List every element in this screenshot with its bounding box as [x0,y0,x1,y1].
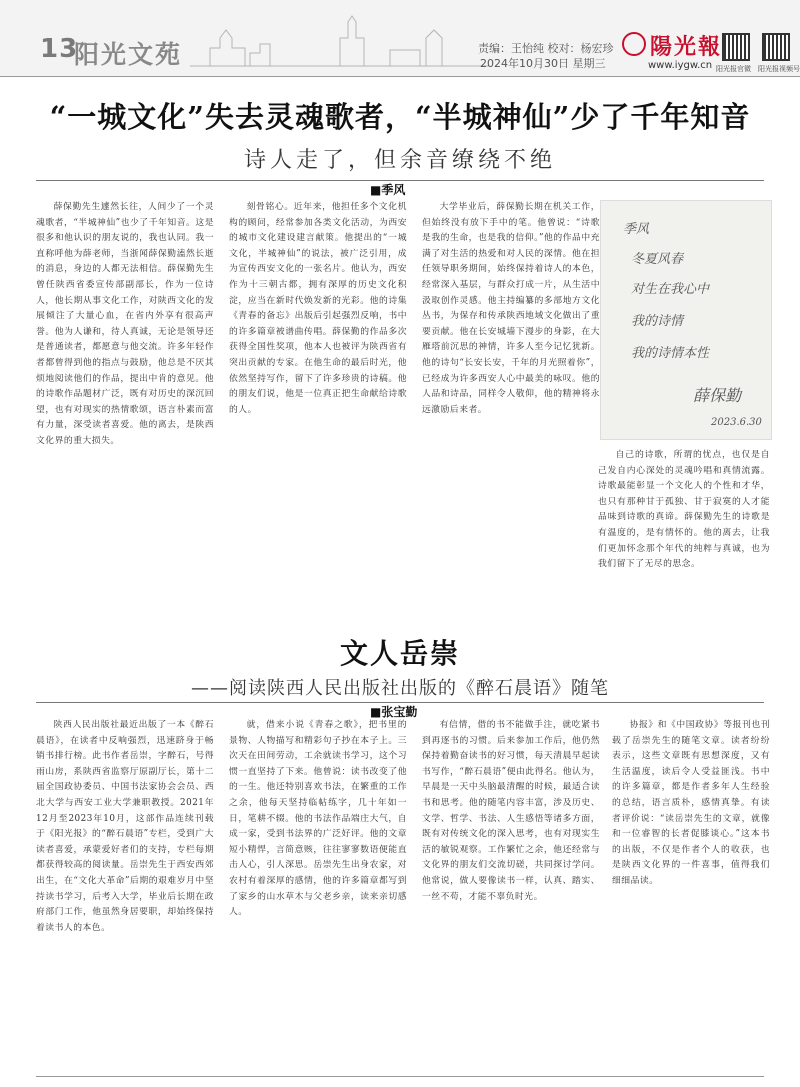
handwriting-line: 冬夏风春 [631,252,684,267]
editor-credits: 责编：王怡纯 校对：杨宏珍 [478,42,614,55]
website-url[interactable]: www.iygw.cn [648,60,713,71]
qr-label: 阳光报视频号 [758,65,800,73]
issue-date: 2024年10月30日 星期三 [480,57,606,70]
qr-label: 阳光报官微 [716,65,751,73]
article-column: 自己的诗歌，所谓的忧点，也仅是自己发自内心深处的灵魂吟唱和真情流露。诗歌最能彰显一个文化人的个性和才华，也只有那种甘于孤独、甘于寂寞的人才能品味到诗歌的真谛。薛保勤先生的诗歌是有温度的，是有情怀的。他的离去，让我们更加怀念那个年代的纯粹与真诚，也为我们留下了无尽的思念。 [598,450,770,570]
signature: 薛保勤 [693,386,742,405]
newspaper-logo: 陽光報 [650,34,723,60]
logo-emblem-icon [622,32,646,56]
qr-code-icon [762,33,790,61]
handwritten-manuscript-photo [600,200,772,440]
skyline-illustration [190,8,490,68]
section-name: 阳光文苑 [74,40,183,69]
article-column: 大学毕业后，薛保勤长期在机关工作，但始终没有放下手中的笔。他曾说：“诗歌是我的生命，也是我的信仰。”他的作品中充满了对生活的热爱和对人民的深情。他在担任领导职务期间，始终保持着诗人的本色，经常深入基层，与群众打成一片，从生活中汲取创作灵感。他主持编纂的多部地方文化丛书，为保存和传承陕西地域文化做出了重要贡献。他在长安城墙下漫步的身影，在大雁塔前沉思的神情，许多人至今记忆犹新。他的诗句“长安长安，千年的月光照着你”，已经成为许多西安人心中最美的咏叹。他的人品和诗品，同样令人敬仰，他的精神将永远激励后来者。 [422,202,600,415]
article-subheadline: 诗人走了，但余音缭绕不绝 [243,148,556,173]
article-byline: ■季风 [366,181,409,198]
handwriting-line: 季风 [623,222,650,237]
article-column: 协报》和《中国政协》等报刊也刊载了岳崇先生的随笔文章。读者纷纷表示，这些文章既有思想深度，又有生活温度，读后令人受益匪浅。书中的许多篇章，都是作者多年人生经验的总结，语言质朴，感情真挚。有读者评价说：“读岳崇先生的文章，就像和一位睿智的长者促膝谈心。”这本书的出版，不仅是作者个人的收获，也是陕西文化界的一件喜事，值得我们细细品读。 [612,720,770,886]
article-subheadline: ——阅读陕西人民出版社出版的《醉石晨语》随笔 [191,678,609,699]
article-column: 就，借来小说《青春之歌》，把书里的景物、人物描写和精彩句子抄在本子上。三次天在田间劳动，工余就读书学习，这个习惯一直坚持了下来。他曾说：读书改变了他的一生。他还特别喜欢书法，在繁重的工作之余，他每天坚持临帖练字，几十年如一日，笔耕不辍。他的书法作品端庄大气，自成一家，受到书法界的广泛好评。他的文章短小精悍，言简意赅，往往寥寥数语便能直击人心，引人深思。岳崇先生出身农家，对农村有着深厚的感情，他的许多篇章都写到了家乡的山水草木与父老乡亲，读来亲切感人。 [229,720,407,918]
article-column: 陕西人民出版社最近出版了一本《醉石晨语》，在读者中反响强烈，迅速跻身于畅销书排行榜。此书作者岳崇，字醉石，号得雨山房，系陕西省监察厅原副厅长，第十二届全国政协委员、中国书法家协会会员、西北大学与西安工业大学兼职教授。2021年12月至2023年10月，这部作品连续刊载于《阳光报》的“醉石晨语”专栏，受到广大读者喜爱，承蒙爱好者们的支持，专栏每期都获得较高的阅读量。岳崇先生于西安西郊出生，在“文化大革命”后期的艰难岁月中坚持读书学习，后考入大学，毕业后长期在政府部门工作，他虽然身居要职，却始终保持着读书人的本色。 [36,720,214,933]
handwriting-line: 我的诗情本性 [631,346,710,361]
page-number: 13 [40,34,79,64]
handwriting-line: 对生在我心中 [631,282,710,297]
article-headline: 文人岳崇 [339,637,460,670]
article-column: 有信情，借的书不能做手注，就吃紧书到再逐书的习惯。后来参加工作后，他仍然保持着勤奋读书的好习惯，每天清晨早起读书写作，“醉石晨语”便由此得名。他认为，早晨是一天中头脑最清醒的时候，最适合读书和思考。他的随笔内容丰富，涉及历史、文学、哲学、书法、人生感悟等诸多方面，既有对传统文化的深入思考，也有对现实生活的敏锐观察。工作繁忙之余，他还经常与文化界的朋友们交流切磋，共同探讨学问。他常说，做人要像读书一样，认真、踏实、一丝不苟，才能不辜负时光。 [422,720,600,902]
article-column: 薛保勤先生遽然长往，人间少了一个灵魂歌者，“半城神仙”也少了千年知音。这是很多和他认识的朋友说的，我也认同。我一直称呼他为薛老师，当浙闻薛保勤溘然长逝的消息，身边的人都无法相信。薛保勤先生曾任陕西省委宣传部副部长，作为一位诗人，他长期从事文化工作，对陕西文化的发展倾注了大量心血，在省内外享有很高声誉。他为人谦和，待人真诚，无论是领导还是普通读者，都愿意与他交流。许多年轻作者都曾得到他的指点与鼓励，他总是不厌其烦地阅读他们的作品，提出中肯的意见。他的诗歌作品题材广泛，既有对历史的深沉回望，也有对现实的热情歌颂，语言朴素而富有力量，深受读者喜爱。他的离去，是陕西文化界的重大损失。 [36,202,214,446]
handwriting-line: 我的诗情 [631,314,684,329]
article-headline: “一城文化”失去灵魂歌者，“半城神仙”少了千年知音 [49,100,751,134]
footer-divider [36,1076,764,1077]
article-byline: ■张宝勤 [366,703,421,720]
qr-code-icon [722,33,750,61]
article-column: 刻骨铭心。近年来，他担任多个文化机构的顾问，经常参加各类文化活动，为西安的城市文化建设建言献策。他提出的“一城文化，半城神仙”的说法，被广泛引用，成为宣传西安文化的一张名片。他认为，西安作为十三朝古都，拥有深厚的历史文化积淀，应当在新时代焕发新的光彩。他的诗集《青春的备忘》出版后引起强烈反响，书中的许多篇章被谱曲传唱。薛保勤的作品多次获得全国性奖项，他本人也被评为陕西省有突出贡献的专家。在他生命的最后时光，他依然坚持写作，留下了许多珍贵的诗稿。他的朋友们说，他是一位真正把生命献给诗歌的人。 [229,202,407,415]
handwriting-date: 2023.6.30 [711,417,762,428]
